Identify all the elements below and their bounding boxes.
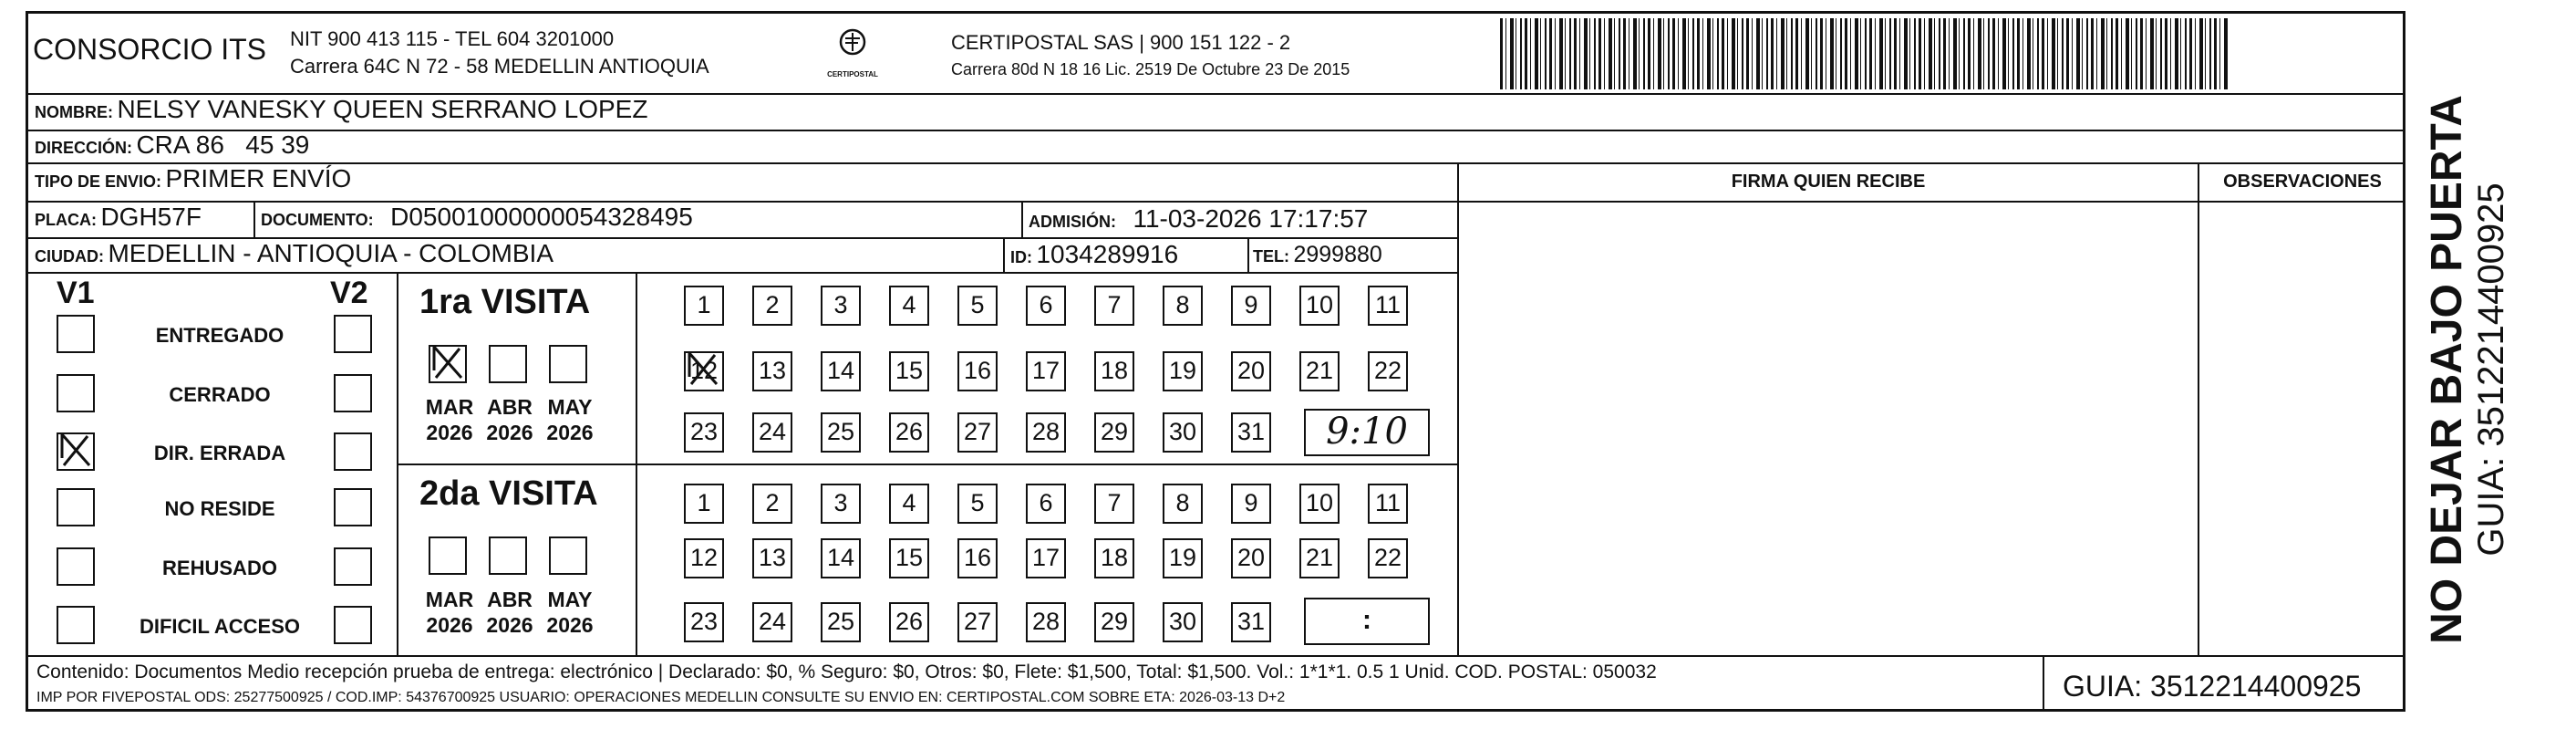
no-dejar-bajo-puerta: NO DEJAR BAJO PUERTA [2423,95,2471,644]
status-v1-checkbox[interactable] [57,374,95,412]
day-box[interactable]: 20 [1231,538,1271,578]
day-box[interactable]: 5 [957,484,998,524]
direccion-field: DIRECCIÓN: CRA 86 45 39 [35,130,310,159]
month-checkbox[interactable] [429,345,467,383]
status-label: DIR. ERRADA [153,442,286,464]
day-box[interactable]: 12 [684,538,724,578]
day-box[interactable]: 20 [1231,351,1271,391]
day-box[interactable]: 25 [821,412,861,453]
month-checkbox[interactable] [429,536,467,575]
company-name: CONSORCIO ITS [33,33,267,66]
day-box[interactable]: 9 [1231,286,1271,326]
day-box[interactable]: 26 [889,412,929,453]
day-box[interactable]: 8 [1163,484,1203,524]
month-checkbox[interactable] [549,536,587,575]
tel-field: TEL: 2999880 [1253,242,1382,267]
day-box[interactable]: 10 [1299,484,1340,524]
side-guia: GUIA: 3512214400925 [2471,182,2511,557]
day-box[interactable]: 1 [684,484,724,524]
month-label: MAR 2026 [425,588,474,637]
day-box[interactable]: 21 [1299,538,1340,578]
month-label: ABR 2026 [486,588,533,637]
day-box[interactable]: 18 [1094,538,1134,578]
day-box[interactable]: 5 [957,286,998,326]
day-box[interactable]: 28 [1026,602,1066,642]
day-box[interactable]: 9 [1231,484,1271,524]
day-box[interactable]: 4 [889,286,929,326]
day-box[interactable]: 15 [889,538,929,578]
day-box[interactable]: 17 [1026,538,1066,578]
certipostal-logo: CERTIPOSTAL [825,26,880,80]
day-box[interactable]: 10 [1299,286,1340,326]
footer-guia: GUIA: 3512214400925 [2063,670,2362,703]
placa-field: PLACA: DGH57F [35,203,202,231]
day-box[interactable]: 15 [889,351,929,391]
day-box[interactable]: 8 [1163,286,1203,326]
day-box[interactable]: 23 [684,602,724,642]
side-text [2413,18,2522,721]
status-v1-checkbox[interactable] [57,488,95,526]
day-box[interactable]: 11 [1368,286,1408,326]
footer-print-info: IMP POR FIVEPOSTAL ODS: 25277500925 / COD.IMP: 54376700925 USUARIO: OPERACIONES MEDELLIN CONSULTE SU ENVIO EN: CERTIPOSTAL.COM SOBRE ETA: 2026-03-13 D+2 [36,690,1286,705]
month-label: MAR 2026 [425,395,474,444]
day-box[interactable]: 24 [752,412,792,453]
visit2-title: 2da VISITA [419,474,598,513]
status-v1-checkbox[interactable] [57,547,95,586]
status-v1-checkbox[interactable] [57,315,95,353]
status-v1-checkbox[interactable] [57,432,95,471]
day-box[interactable]: 16 [957,538,998,578]
day-box[interactable]: 14 [821,538,861,578]
month-label: MAY 2026 [546,588,594,637]
admision-field: ADMISIÓN: 11-03-2026 17:17:57 [1029,204,1369,233]
carrier-line-2: Carrera 80d N 18 16 Lic. 2519 De Octubre 23 De 2015 [951,60,1350,78]
day-box[interactable]: 29 [1094,602,1134,642]
day-box[interactable]: 7 [1094,484,1134,524]
nombre-field: NOMBRE: NELSY VANESKY QUEEN SERRANO LOPEZ [35,95,648,123]
month-label: MAY 2026 [546,395,594,444]
day-box[interactable]: 14 [821,351,861,391]
ciudad-field: CIUDAD: MEDELLIN - ANTIOQUIA - COLOMBIA [35,239,553,267]
observaciones-header: OBSERVACIONES [2223,172,2382,192]
day-box[interactable]: 11 [1368,484,1408,524]
company-line-1: NIT 900 413 115 - TEL 604 3201000 [290,27,615,50]
visit2-time-box [1304,598,1430,645]
day-box[interactable]: 19 [1163,538,1203,578]
tipo-envio-field: TIPO DE ENVIO: PRIMER ENVÍO [35,164,352,193]
status-v2-checkbox[interactable] [334,606,372,644]
firma-header: FIRMA QUIEN RECIBE [1731,172,1926,192]
day-box[interactable]: 17 [1026,351,1066,391]
day-box[interactable]: 29 [1094,412,1134,453]
day-box[interactable]: 7 [1094,286,1134,326]
day-box[interactable]: 16 [957,351,998,391]
day-box[interactable]: 2 [752,484,792,524]
day-box[interactable]: 28 [1026,412,1066,453]
day-box[interactable]: 23 [684,412,724,453]
status-v2-checkbox[interactable] [334,315,372,353]
barcode [1500,18,2229,89]
day-box[interactable]: 21 [1299,351,1340,391]
day-box[interactable]: 6 [1026,286,1066,326]
day-box[interactable]: 19 [1163,351,1203,391]
id-field: ID: 1034289916 [1010,240,1179,268]
documento-field: DOCUMENTO: D05001000000054328495 [261,203,693,231]
v1-header: V1 [57,276,95,310]
day-box[interactable]: 3 [821,286,861,326]
day-box[interactable]: 13 [752,351,792,391]
status-label: DIFICIL ACCESO [139,615,300,638]
day-box[interactable]: 1 [684,286,724,326]
month-label: ABR 2026 [486,395,533,444]
day-box[interactable]: 25 [821,602,861,642]
status-label: NO RESIDE [164,497,275,520]
day-box[interactable]: 3 [821,484,861,524]
status-v2-checkbox[interactable] [334,547,372,586]
day-box[interactable]: 12 [684,351,724,391]
day-box[interactable]: 27 [957,602,998,642]
company-line-2: Carrera 64C N 72 - 58 MEDELLIN ANTIOQUIA [290,55,709,78]
day-box[interactable]: 30 [1163,412,1203,453]
visit1-title: 1ra VISITA [419,283,591,321]
status-label: CERRADO [169,383,271,406]
day-box[interactable]: 26 [889,602,929,642]
day-box[interactable]: 6 [1026,484,1066,524]
status-v2-checkbox[interactable] [334,432,372,471]
month-checkbox[interactable] [549,345,587,383]
footer-content: Contenido: Documentos Medio recepción prueba de entrega: electrónico | Declarado: $0, % Seguro: $0, Otros: $0, Flete: $1,500, Total: $1,500. Vol.: 1*1*1. 0.5 1 Unid. COD. POSTAL: 050032 [36,661,1657,682]
status-v2-checkbox[interactable] [334,488,372,526]
day-box[interactable]: 2 [752,286,792,326]
v2-header: V2 [330,276,368,310]
month-checkbox[interactable] [489,536,527,575]
status-label: REHUSADO [162,557,277,579]
visit2-time: : [1362,605,1371,635]
day-box[interactable]: 4 [889,484,929,524]
day-box[interactable]: 22 [1368,538,1408,578]
visit1-time: 9:10 [1326,411,1408,453]
status-v2-checkbox[interactable] [334,374,372,412]
day-box[interactable]: 18 [1094,351,1134,391]
day-box[interactable]: 22 [1368,351,1408,391]
status-v1-checkbox[interactable] [57,606,95,644]
visit1-time-box [1304,409,1430,456]
status-label: ENTREGADO [155,324,284,347]
day-box[interactable]: 31 [1231,412,1271,453]
day-box[interactable]: 13 [752,538,792,578]
month-checkbox[interactable] [489,345,527,383]
day-box[interactable]: 30 [1163,602,1203,642]
carrier-line-1: CERTIPOSTAL SAS | 900 151 122 - 2 [951,31,1291,54]
day-box[interactable]: 24 [752,602,792,642]
day-box[interactable]: 27 [957,412,998,453]
day-box[interactable]: 31 [1231,602,1271,642]
